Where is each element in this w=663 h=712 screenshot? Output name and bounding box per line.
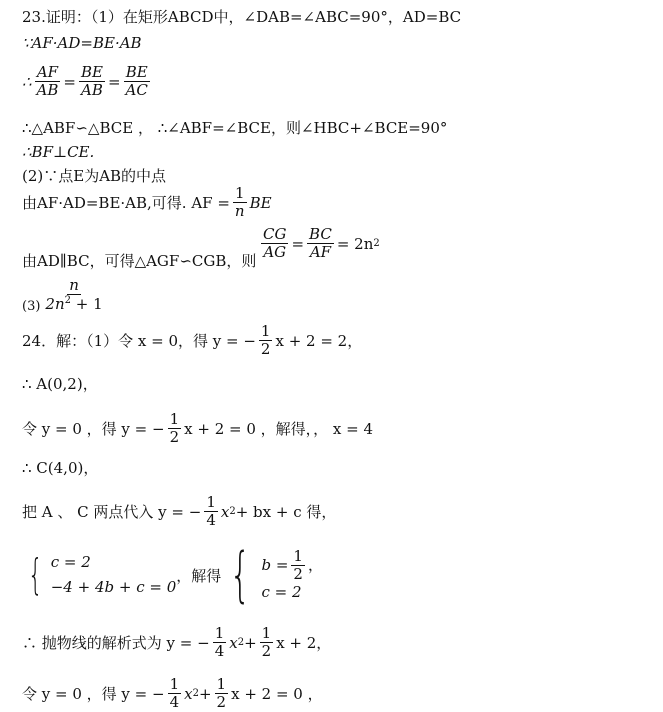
q24-line8: 令 y = 0 ，得 y = − $\frac{1}{4}$ x 2 + $\frac{1}{2}$ x + 2 = 0 ，	[22, 675, 323, 712]
left-brace-icon: {	[229, 540, 251, 610]
q23-line5: ∴BF⊥CE.	[22, 143, 95, 161]
equation-system-1: c = 2 −4 + 4b + c = 0	[50, 553, 177, 596]
fraction-1-2: $\frac{1}{2}$	[216, 675, 227, 712]
fraction-1-n: $\frac{1}{n}$	[234, 184, 245, 221]
fraction-be-ac: $\frac{BE}{AC}$	[125, 63, 148, 100]
q23-line8: 由AD∥BC，可得△AGF∽CGB，则	[22, 252, 257, 270]
fraction-1-4: $\frac{1}{4}$	[169, 675, 180, 712]
q23-line4: ∴△ABF∽△BCE ， ∴∠ABF=∠BCE，则∠HBC+∠BCE=90°	[22, 119, 448, 137]
fraction-1-2: $\frac{1}{2}$	[169, 410, 180, 447]
left-brace-icon: {	[28, 550, 43, 599]
fraction-1-4: $\frac{1}{4}$	[206, 493, 216, 530]
q24-line3: 令 y = 0 ，得 y = − $\frac{1}{2}$ x + 2 = 0 ，解得，， x = 4	[22, 410, 374, 447]
fraction-1-2: $\frac{1}{2}$	[293, 546, 303, 584]
fraction-bc-af: $\frac{BC}{AF}$	[309, 225, 332, 262]
q23-line8-formula: $\frac{CG}{AG}$ = $\frac{BC}{AF}$ = 2n 2	[263, 225, 380, 262]
fraction-af-ab: $\frac{AF}{AB}$	[36, 63, 59, 100]
equation-system-2: b = $\frac{1}{2}$ ， c = 2	[261, 546, 323, 602]
q24-line5: 把 A 、 C 两点代入 y = − $\frac{1}{4}$ x 2 + bx + c 得，	[22, 493, 337, 530]
q23-line9: (3) n $2n^2 + 1$	[22, 276, 103, 314]
q23-line6: (2)∵点E为AB的中点	[22, 167, 167, 185]
q23-line2: ∵AF·AD=BE·AB	[22, 34, 142, 52]
fraction-cg-ag: $\frac{CG}{AG}$	[263, 225, 287, 262]
fraction-1-4: $\frac{1}{4}$	[214, 624, 225, 661]
q23-line7: 由AF·AD=BE·AB,可得. AF = $\frac{1}{n}$ BE	[22, 184, 272, 221]
fraction-1-2: $\frac{1}{2}$	[260, 322, 271, 359]
fraction-n-2n2-plus-1: n $2n^2 + 1$	[45, 276, 103, 314]
q23-line1: 23.证明：（1）在矩形ABCD中，∠DAB=∠ABC=90°，AD=BC	[22, 8, 462, 26]
q24-line1: 24．解：（1）令 x = 0，得 y = − $\frac{1}{2}$ x + 2 = 2，	[22, 322, 363, 359]
q23-line3: ∴ $\frac{AF}{AB}$ = $\frac{BE}{AB}$ = $\frac{BE}{AC}$	[22, 63, 148, 100]
fraction-1-2: $\frac{1}{2}$	[261, 624, 272, 661]
fraction-be-ab: $\frac{BE}{AB}$	[80, 63, 103, 100]
q24-line2: ∴ A(0,2)，	[22, 375, 98, 393]
therefore-symbol: ∴	[22, 72, 32, 91]
q24-line7: ∴ 抛物线的解析式为 y = − $\frac{1}{4}$ x 2 + $\frac{1}{2}$ x + 2，	[22, 624, 332, 661]
q24-line6: { c = 2 −4 + 4b + c = 0 ，解得 { b = $\frac{1}{2}$ ， c = 2	[28, 540, 323, 610]
q24-line4: ∴ C(4,0)，	[22, 459, 99, 477]
